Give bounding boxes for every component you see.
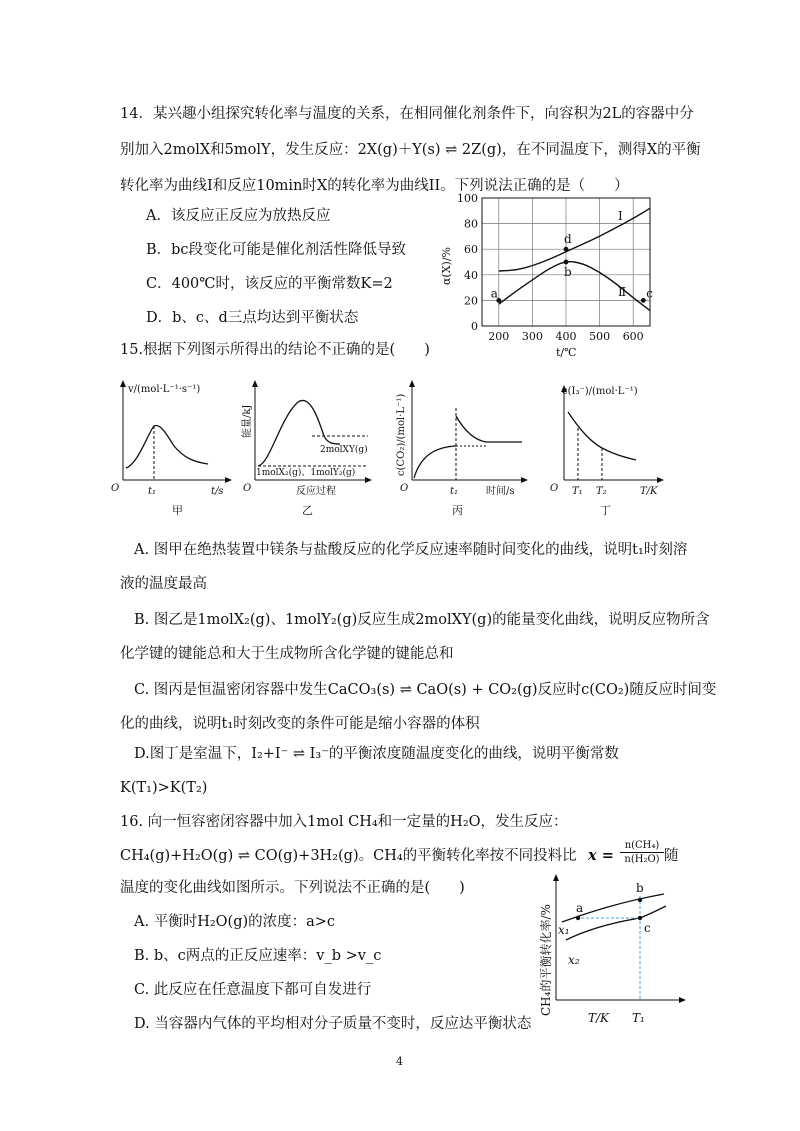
origin-label: O (400, 483, 409, 494)
q14-line1: 14．某兴趣小组探究转化率与温度的关系，在相同催化剂条件下，向容积为2L的容器中分 (120, 106, 694, 122)
q15-option-a-line2: 液的温度最高 (120, 576, 207, 592)
q15-option-d-line1: D.图丁是室温下，I₂+I⁻ ⇌ I₃⁻的平衡浓度随温度变化的曲线，说明平衡常数 (134, 746, 619, 762)
q14-option-a: A．该反应正反应为放热反应 (146, 208, 331, 224)
y-tick-label: 20 (464, 294, 478, 308)
origin-label: O (243, 483, 252, 494)
y-axis-label: c(CO₂)/(mol·L⁻¹) (396, 393, 407, 476)
q16-option-c: C. 此反应在任意温度下都可自发进行 (134, 982, 372, 998)
q15-option-a-line1: A. 图甲在绝热装置中镁条与盐酸反应的化学反应速率随时间变化的曲线，说明t₁时刻溶 (134, 542, 688, 558)
q14-option-b: B．bc段变化可能是催化剂活性降低导致 (146, 242, 407, 258)
energy-curve (258, 400, 340, 466)
x-axis-label: 反应过程 (296, 486, 336, 497)
q15-title: 15.根据下列图示所得出的结论不正确的是( ) (120, 342, 430, 358)
curve-I-label: I (618, 209, 623, 223)
arrow-icon (252, 380, 258, 387)
y-axis-label: v/(mol·L⁻¹·s⁻¹) (128, 384, 201, 395)
y-tick-label: 100 (457, 192, 478, 205)
x-axis-label: t/℃ (556, 346, 577, 359)
point-b (638, 898, 642, 902)
rate-curve (126, 425, 208, 468)
q16-x-equals: x = (588, 847, 614, 864)
q15-option-c-line2: 化的曲线，说明t₁时刻改变的条件可能是缩小容器的体积 (120, 716, 480, 732)
t1-label: t₁ (148, 486, 157, 497)
x-axis-label: 时间/s (486, 486, 515, 497)
graph-yi (240, 378, 380, 518)
point-b (564, 260, 569, 265)
arrow-icon (657, 477, 664, 483)
x-tick-label: 600 (622, 330, 644, 343)
q14-conversion-chart (430, 190, 670, 360)
arrow-icon (679, 997, 686, 1003)
graph-jia (108, 378, 238, 518)
label-c: c (644, 921, 651, 935)
q15-option-b-line2: 化学键的键能总和大于生成物所含化学键的键能总和 (120, 646, 454, 662)
x-tick-label: 400 (555, 330, 577, 343)
point-c (641, 298, 646, 303)
arrow-icon (365, 477, 372, 483)
x-tick-label: 300 (521, 330, 543, 343)
q16-conversion-chart (520, 870, 700, 1030)
q14-line3: 转化率为曲线I和反应10min时X的转化率为曲线II。下列说法正确的是（ ） (120, 178, 629, 194)
q16-option-a: A. 平衡时H₂O(g)的浓度：a>c (134, 914, 336, 930)
caption: 甲 (172, 504, 183, 517)
arrow-icon (553, 874, 559, 881)
q16-frac-num: n(CH₄) (620, 840, 664, 853)
y-tick-label: 40 (464, 268, 478, 282)
x-tick-label: 200 (488, 330, 510, 343)
x-axis-label: t/s (211, 486, 224, 497)
caption: 乙 (302, 504, 313, 517)
q16-line1: 16. 向一恒容密闭容器中加入1mol CH₄和一定量的H₂O，发生反应： (120, 814, 568, 830)
point-d (564, 247, 569, 252)
origin-label: O (111, 483, 120, 494)
q16-line2a: CH₄(g)+H₂O(g) ⇌ CO(g)+3H₂(g)。CH₄的平衡转化率按不同投料比 (120, 848, 577, 864)
y-axis-label: α(X)/% (440, 246, 453, 285)
point-label-a: a (490, 286, 498, 301)
point-label-d: d (564, 232, 572, 247)
q14-option-c: C．400℃时，该反应的平衡常数K=2 (146, 276, 393, 292)
x-axis-label: T/K (588, 1011, 610, 1025)
label-b: b (636, 881, 644, 895)
arrow-icon (225, 477, 232, 483)
T2-label: T₂ (596, 486, 607, 497)
t1-label: t₁ (450, 486, 459, 497)
curve-II-label: Ⅱ (618, 285, 627, 299)
point-c (638, 916, 642, 920)
y-axis-label: 能量/kJ (242, 404, 253, 438)
point-label-b: b (564, 265, 572, 279)
x-axis-label: T/K (640, 486, 658, 497)
q16-option-b: B. b、c两点的正反应速率：v_b >v_c (134, 948, 382, 964)
y-tick-label: 60 (464, 243, 478, 257)
caption: 丙 (452, 504, 463, 517)
q16-line2b: 随 (664, 848, 679, 864)
point-a (576, 916, 580, 920)
point-label-c: c (646, 286, 654, 301)
page-number: 4 (396, 1055, 403, 1068)
x-tick-label: 500 (589, 330, 611, 343)
q15-option-c-line1: C. 图丙是恒温密闭容器中发生CaCO₃(s) ⇌ CaO(s) + CO₂(g)反应时c(CO₂)随反应时间变 (134, 682, 717, 698)
q14-option-d: D．b、c、d三点均达到平衡状态 (146, 310, 359, 326)
graph-bing (382, 378, 532, 518)
q15-option-d-line2: K(T₁)>K(T₂) (120, 780, 208, 796)
level-lo-label: 1molX₂(g)、1molY₂(g) (256, 468, 356, 478)
y-tick-label: 80 (464, 217, 478, 231)
T1-label: T₁ (632, 1011, 645, 1025)
y-tick-label: 0 (471, 320, 478, 333)
arrow-icon (120, 380, 126, 387)
y-axis-label: CH₄的平衡转化率/% (539, 904, 553, 1016)
y-tick-labels (457, 192, 478, 333)
arrow-icon (409, 380, 415, 387)
q14-line2: 别加入2molX和5molY，发生反应：2X(g)＋Y(s) ⇌ 2Z(g)，在不同温度下，测得X的平衡 (120, 142, 701, 158)
q16-frac-den: n(H₂O) (624, 854, 660, 865)
concentration-curve (414, 416, 522, 478)
label-x1: x₁ (558, 923, 570, 937)
label-a: a (576, 901, 584, 915)
q15-option-b-line1: B. 图乙是1molX₂(g)、1molY₂(g)反应生成2molXY(g)的能量变化曲线，说明反应物所含 (134, 612, 710, 628)
arrow-icon (521, 477, 528, 483)
origin-label: O (550, 483, 559, 494)
y-axis-label: c(I₃⁻)/(mol·L⁻¹) (562, 386, 638, 397)
label-x2: x₂ (568, 953, 580, 967)
q16-option-d: D. 当容器内气体的平均相对分子质量不变时，反应达平衡状态 (134, 1016, 532, 1032)
q16-line3: 温度的变化曲线如图所示。下列说法不正确的是( ) (120, 880, 465, 896)
graph-ding (540, 378, 690, 518)
T1-label: T₁ (572, 486, 583, 497)
caption: 丁 (600, 504, 611, 517)
level-hi-label: 2molXY(g) (320, 445, 368, 455)
x-tick-labels (488, 330, 643, 343)
